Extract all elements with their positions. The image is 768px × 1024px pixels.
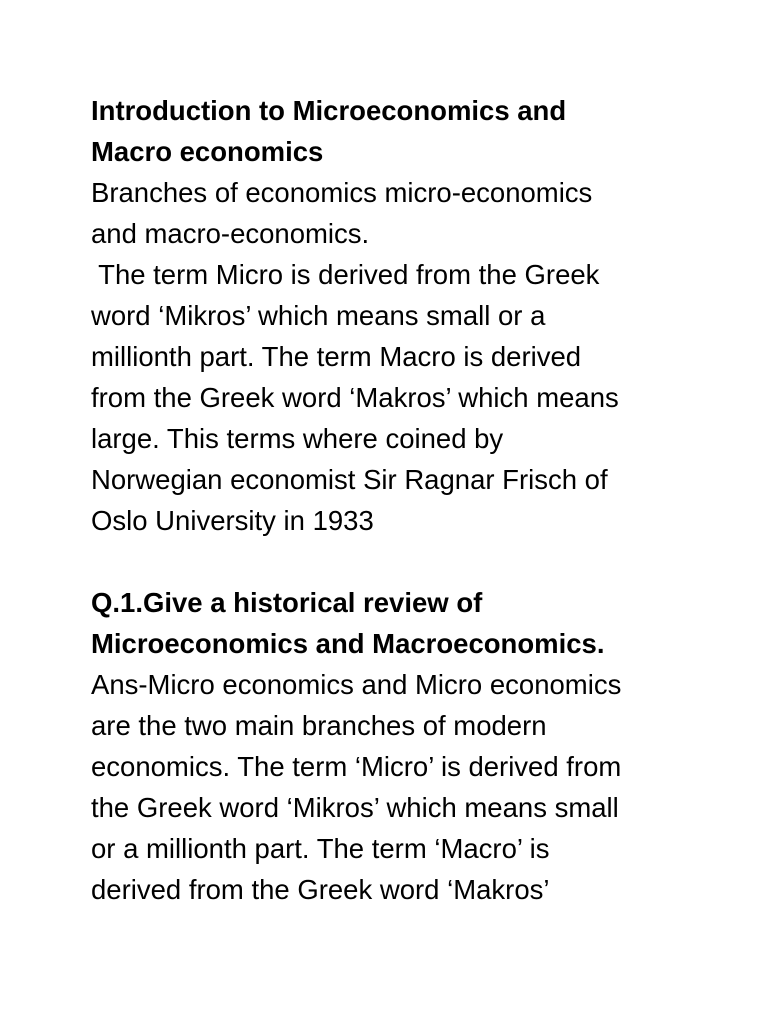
heading-line: Introduction to Microeconomics and	[91, 95, 567, 126]
answer-line: Ans-Micro economics and Micro economics	[91, 669, 622, 700]
intro-line: from the Greek word ‘Makros’ which means	[91, 382, 619, 413]
answer-line: economics. The term ‘Micro’ is derived from	[91, 751, 622, 782]
intro-line: word ‘Mikros’ which means small or a	[91, 300, 546, 331]
paragraph-gap	[91, 541, 691, 582]
question-line: Microeconomics and Macroeconomics.	[91, 628, 605, 659]
answer-line: the Greek word ‘Mikros’ which means small	[91, 792, 619, 823]
answer-line: or a millionth part. The term ‘Macro’ is	[91, 833, 550, 864]
document-content	[91, 90, 691, 910]
intro-line: and macro-economics.	[91, 218, 370, 249]
intro-paragraph	[91, 172, 691, 541]
intro-line: large. This terms where coined by	[91, 423, 504, 454]
question-heading	[91, 582, 691, 664]
intro-line: The term Micro is derived from the Greek	[91, 259, 600, 290]
intro-line: Branches of economics micro-economics	[91, 177, 593, 208]
question-line: Q.1.Give a historical review of	[91, 587, 483, 618]
answer-line: are the two main branches of modern	[91, 710, 547, 741]
intro-line: Norwegian economist Sir Ragnar Frisch of	[91, 464, 608, 495]
answer-line: derived from the Greek word ‘Makros’	[91, 874, 550, 905]
intro-line: Oslo University in 1933	[91, 505, 374, 536]
section-heading	[91, 90, 691, 172]
answer-paragraph	[91, 664, 691, 910]
heading-line: Macro economics	[91, 136, 324, 167]
intro-line: millionth part. The term Macro is derived	[91, 341, 582, 372]
